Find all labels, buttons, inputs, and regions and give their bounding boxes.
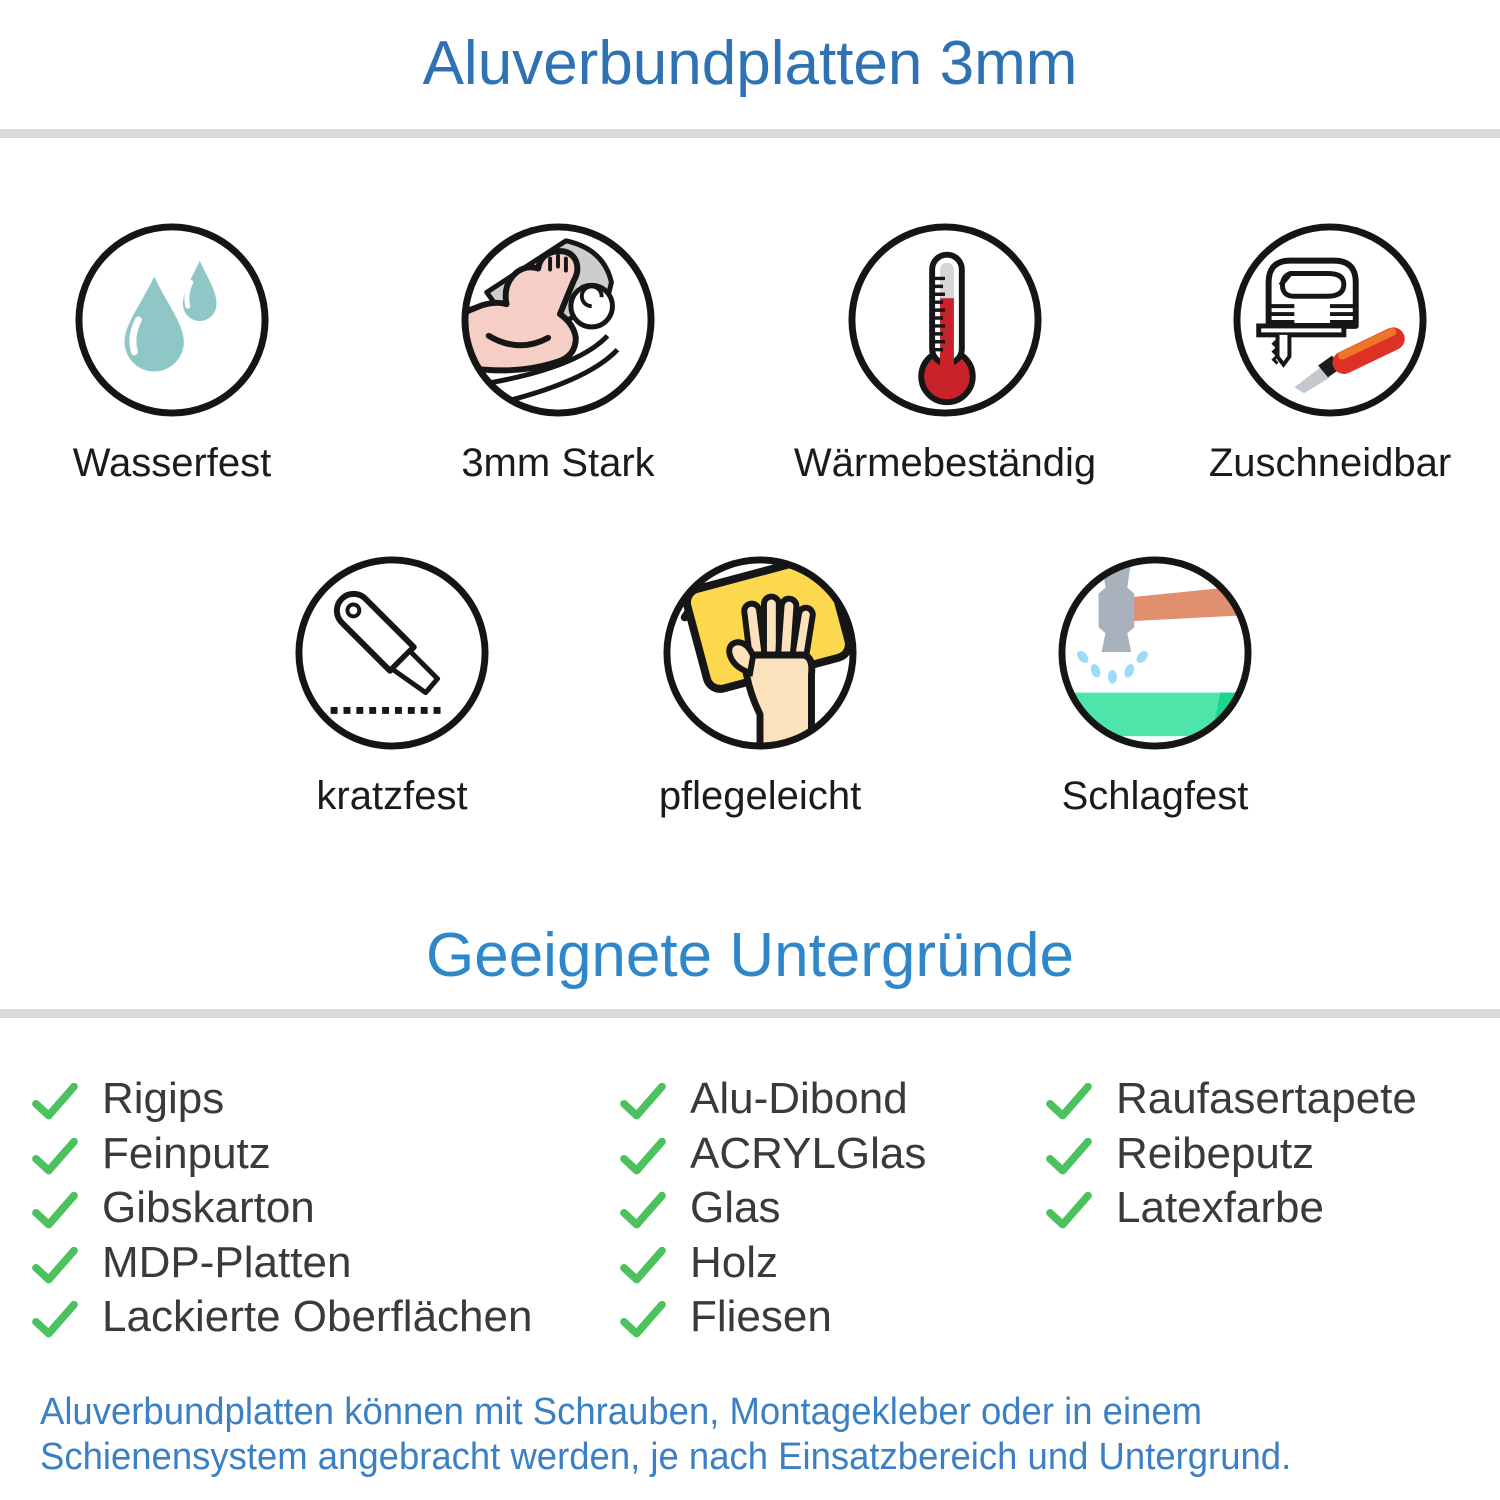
substrate-label: Raufasertapete <box>1116 1074 1417 1124</box>
feature-waermebestaendig <box>765 221 1125 486</box>
list-item <box>616 1290 926 1345</box>
list-item <box>28 1236 532 1291</box>
substrate-column-2 <box>616 1072 926 1345</box>
feature-label: pflegeleicht <box>658 774 862 818</box>
substrate-column-1 <box>28 1072 532 1345</box>
check-icon <box>1046 1138 1092 1176</box>
substrate-label: Gibskarton <box>102 1183 315 1233</box>
check-icon <box>32 1301 78 1339</box>
substrate-label: Alu-Dibond <box>690 1074 908 1124</box>
feature-3mm-stark <box>378 221 738 486</box>
list-item <box>1042 1181 1417 1236</box>
feature-label: Schlagfest <box>1061 774 1249 818</box>
substrate-column-3 <box>1042 1072 1417 1236</box>
check-icon <box>32 1192 78 1230</box>
substrate-label: Lackierte Oberflächen <box>102 1292 533 1342</box>
list-item <box>616 1072 926 1127</box>
substrate-label: Latexfarbe <box>1116 1183 1324 1233</box>
list-item <box>616 1127 926 1182</box>
substrate-label: Rigips <box>102 1074 225 1124</box>
check-icon <box>620 1138 666 1176</box>
substrate-label: Reibeputz <box>1116 1128 1315 1178</box>
list-item <box>28 1127 532 1182</box>
substrate-label: MDP-Platten <box>102 1237 352 1287</box>
list-item <box>28 1290 532 1345</box>
section-title: Geeignete Untergründe <box>425 921 1074 990</box>
feature-label: Wasserfest <box>72 441 272 485</box>
list-item <box>1042 1072 1417 1127</box>
feature-zuschneidbar <box>1150 221 1500 486</box>
substrate-label: Fliesen <box>690 1292 832 1342</box>
check-icon <box>620 1301 666 1339</box>
check-icon <box>1046 1192 1092 1230</box>
feature-pflegeleicht <box>580 554 940 819</box>
check-icon <box>620 1247 666 1285</box>
check-icon <box>32 1247 78 1285</box>
feature-label: kratzfest <box>316 774 468 818</box>
feature-label: Zuschneidbar <box>1208 441 1452 485</box>
divider <box>0 129 1500 138</box>
substrate-label: ACRYLGlas <box>690 1128 927 1178</box>
thermometer-icon <box>846 221 1044 419</box>
divider <box>0 1009 1500 1018</box>
list-item <box>1042 1127 1417 1182</box>
feature-wasserfest <box>0 221 352 486</box>
check-icon <box>32 1138 78 1176</box>
check-icon <box>1046 1083 1092 1121</box>
list-item <box>616 1236 926 1291</box>
list-item <box>28 1181 532 1236</box>
muscle-arm-panel-icon <box>459 221 657 419</box>
list-item <box>616 1181 926 1236</box>
check-icon <box>620 1083 666 1121</box>
cleaning-hand-icon <box>661 554 859 752</box>
jigsaw-cutter-icon <box>1231 221 1429 419</box>
utility-knife-icon <box>293 554 491 752</box>
check-icon <box>620 1192 666 1230</box>
substrate-label: Feinputz <box>102 1128 271 1178</box>
water-drops-icon <box>73 221 271 419</box>
feature-schlagfest <box>975 554 1335 819</box>
substrate-label: Glas <box>690 1183 781 1233</box>
feature-kratzfest <box>212 554 572 819</box>
list-item <box>28 1072 532 1127</box>
feature-label: Wärmebeständig <box>793 441 1097 485</box>
hammer-impact-icon <box>1056 554 1254 752</box>
mounting-note-line2: Schienensystem angebracht werden, je nach Einsatzbereich und Untergrund. <box>40 1436 1292 1478</box>
feature-label: 3mm Stark <box>461 441 655 485</box>
mounting-note <box>40 1390 1343 1480</box>
substrate-label: Holz <box>690 1237 779 1287</box>
mounting-note-line1: Aluverbundplatten können mit Schrauben, Montagekleber oder in einem <box>40 1391 1203 1433</box>
check-icon <box>32 1083 78 1121</box>
page-title: Aluverbundplatten 3mm <box>422 29 1078 98</box>
